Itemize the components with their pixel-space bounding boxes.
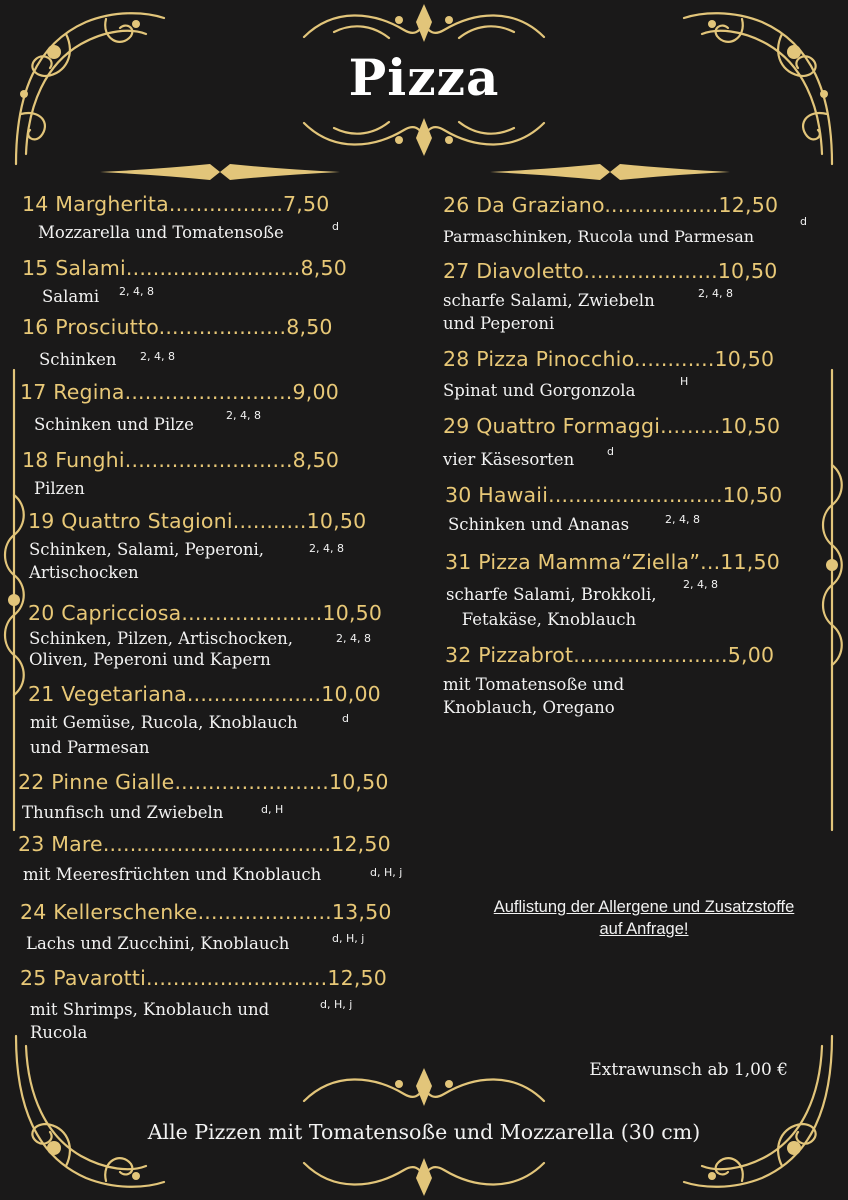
menu-item-name: 24 Kellerschenke....................13,50 (20, 900, 392, 924)
menu-item-name: 27 Diavoletto....................10,50 (443, 259, 778, 283)
menu-item-30 (445, 483, 782, 536)
allergen-note: 2, 4, 8 (665, 513, 700, 526)
menu-item-desc: scharfe Salami, Brokkoli, Fetakäse, Knoblauch (446, 585, 657, 629)
menu-item-name: 20 Capricciosa.....................10,50 (28, 601, 383, 625)
menu-item-28 (443, 347, 774, 402)
menu-item-23 (18, 832, 403, 886)
menu-item-name: 25 Pavarotti...........................12,50 (20, 966, 388, 990)
menu-item-desc: Schinken (39, 350, 117, 369)
menu-item-desc: Mozzarella und Tomatensoße (38, 223, 284, 242)
menu-item-16 (22, 315, 333, 371)
menu-item-name: 29 Quattro Formaggi.........10,50 (443, 414, 781, 438)
allergen-note: 2, 4, 8 (226, 409, 261, 422)
menu-item-20 (28, 601, 382, 670)
allergen-note: H (680, 375, 689, 388)
under-title-ornament-icon (294, 108, 554, 158)
menu-item-desc: Schinken, Salami, Peperoni, Artischocken (29, 540, 265, 582)
menu-item-name: 32 Pizzabrot.......................5,00 (445, 643, 775, 667)
menu-item-name: 28 Pizza Pinocchio............10,50 (443, 347, 775, 371)
menu-item-27 (443, 259, 778, 335)
menu-item-name: 18 Funghi.........................8,50 (22, 448, 340, 472)
menu-item-22 (18, 770, 389, 824)
menu-item-31 (445, 550, 780, 632)
menu-item-21 (28, 682, 381, 760)
allergen-note: d, H (261, 803, 284, 816)
allergen-note: 2, 4, 8 (683, 578, 718, 591)
allergen-note: 2, 4, 8 (309, 542, 344, 555)
allergen-note: d, H, j (332, 932, 365, 945)
menu-item-desc: Thunfisch und Zwiebeln (22, 803, 224, 822)
side-ornament-right-icon (818, 365, 846, 835)
menu-item-15 (22, 256, 347, 308)
menu-item-17 (20, 380, 339, 436)
footer-note: Alle Pizzen mit Tomatensoße und Mozzarella (30 cm) (147, 1120, 701, 1144)
allergen-note: d (332, 220, 339, 233)
menu-item-desc: Pilzen (34, 479, 85, 498)
menu-item-name: 30 Hawaii..........................10,50 (445, 483, 783, 507)
allergen-note: 2, 4, 8 (140, 350, 175, 363)
allergen-note: d, H, j (370, 866, 403, 879)
menu-item-desc: Schinken und Pilze (34, 415, 194, 434)
menu-item-desc: Lachs und Zucchini, Knoblauch (26, 934, 290, 953)
allergen-note: d (607, 445, 614, 458)
menu-item-29 (443, 414, 780, 471)
menu-item-name: 23 Mare..................................12,50 (18, 832, 391, 856)
menu-item-19 (28, 509, 366, 584)
allergen-note: 2, 4, 8 (698, 287, 733, 300)
menu-item-24 (20, 900, 392, 955)
corner-ornament-bottom-right-icon (677, 1026, 842, 1196)
menu-item-desc: mit Meeresfrüchten und Knoblauch (23, 865, 322, 884)
menu-item-desc: Schinken und Ananas (448, 515, 630, 534)
corner-ornament-bottom-left-icon (6, 1026, 171, 1196)
allergen-note: d (800, 215, 807, 228)
top-scroll-ornament-icon (294, 2, 554, 52)
menu-item-name: 26 Da Graziano.................12,50 (443, 193, 779, 217)
menu-item-18 (22, 448, 339, 500)
menu-item-name: 22 Pinne Gialle.......................10,50 (18, 770, 389, 794)
menu-item-name: 16 Prosciutto...................8,50 (22, 315, 333, 339)
divider-right-icon (490, 160, 730, 184)
menu-item-desc: Schinken, Pilzen, Artischocken, Oliven, Peperoni und Kapern (29, 629, 294, 669)
menu-item-desc: Salami (42, 287, 100, 306)
allergen-note: 2, 4, 8 (336, 632, 371, 645)
menu-item-name: 17 Regina.........................9,00 (20, 380, 339, 404)
menu-item-desc: vier Käsesorten (443, 450, 575, 469)
menu-item-name: 31 Pizza Mamma“Ziella”...11,50 (445, 550, 780, 574)
menu-item-desc: scharfe Salami, Zwiebeln und Peperoni (443, 291, 655, 333)
menu-item-name: 19 Quattro Stagioni...........10,50 (28, 509, 367, 533)
menu-item-desc: Spinat und Gorgonzola (443, 381, 636, 400)
allergen-note: d, H, j (320, 998, 353, 1011)
bottom-base-ornament-icon (294, 1148, 554, 1198)
menu-item-name: 15 Salami..........................8,50 (22, 256, 347, 280)
allergen-note: 2, 4, 8 (119, 285, 154, 298)
menu-item-desc: Parmaschinken, Rucola und Parmesan (443, 227, 755, 246)
menu-item-25 (20, 966, 387, 1044)
allergen-note: d (342, 712, 349, 725)
allergen-notice-link[interactable]: Auflistung der Allergene und Zusatzstoffe auf Anfrage! (493, 898, 795, 938)
menu-item-desc: mit Gemüse, Rucola, Knoblauch und Parmesan (30, 713, 298, 757)
menu-item-name: 14 Margherita.................7,50 (22, 192, 330, 216)
menu-item-26 (443, 193, 807, 248)
menu-item-14 (22, 192, 339, 244)
menu-item-desc: mit Shrimps, Knoblauch und Rucola (30, 1000, 270, 1042)
divider-left-icon (100, 160, 340, 184)
menu-item-name: 21 Vegetariana....................10,00 (28, 682, 381, 706)
extra-wish-note: Extrawunsch ab 1,00 € (589, 1060, 788, 1080)
bottom-scroll-ornament-icon (294, 1066, 554, 1116)
menu-item-32 (445, 643, 774, 719)
page-title: Pizza (348, 48, 500, 107)
menu-item-desc: mit Tomatensoße und Knoblauch, Oregano (443, 675, 625, 717)
